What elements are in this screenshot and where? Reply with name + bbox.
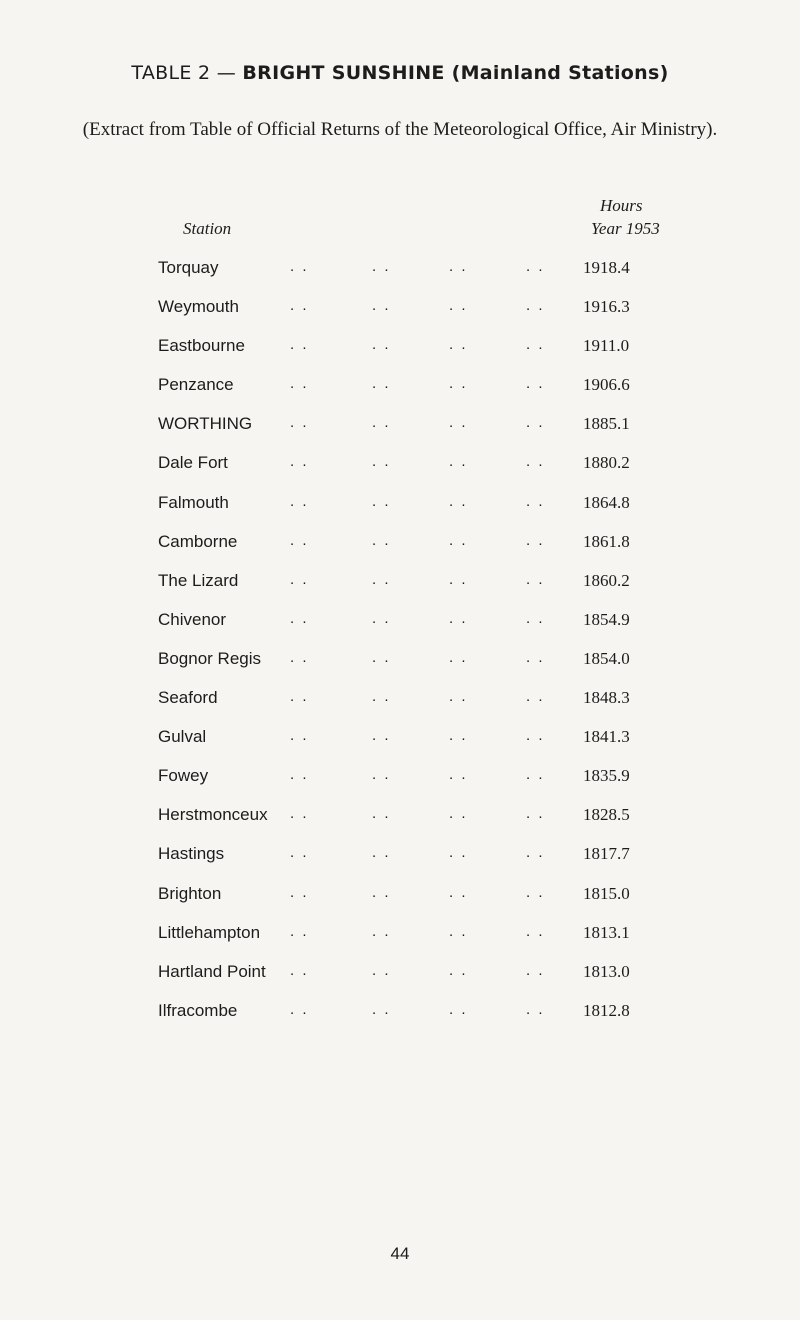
leader-dots: . .	[372, 414, 391, 432]
page-number: 44	[390, 1244, 410, 1263]
station-name: Torquay	[158, 258, 219, 277]
leader-dots: . .	[526, 258, 545, 275]
table-row	[0, 688, 800, 727]
station-name: Littlehampton	[158, 922, 261, 942]
station-name: Hartland Point	[158, 961, 266, 981]
sunshine-hours-value: 1885.1	[583, 414, 630, 434]
leader-dots: . .	[372, 961, 391, 979]
leader-dots: . .	[290, 492, 309, 510]
leader-dots: . .	[290, 688, 309, 706]
table-row	[0, 1001, 800, 1040]
leader-dots: . .	[290, 609, 309, 627]
leader-dots: . .	[449, 883, 468, 901]
leader-dots: . .	[449, 688, 468, 706]
sunshine-hours-value: 1813.0	[583, 961, 630, 981]
station-name: Dale Fort	[158, 453, 228, 473]
table-title-prefix: TABLE 2 —	[131, 62, 243, 84]
station-name: Ilfracombe	[158, 1000, 238, 1020]
sunshine-hours-value: 1861.8	[583, 531, 630, 551]
leader-dots: . .	[290, 297, 309, 315]
station-name: Bognor Regis	[158, 648, 262, 668]
leader-dots: . .	[290, 844, 309, 862]
table-row	[0, 766, 800, 805]
leader-dots: . .	[449, 297, 468, 315]
table-row	[0, 297, 800, 336]
table-title	[0, 62, 800, 84]
leader-dots: . .	[526, 727, 545, 745]
table-row	[0, 493, 800, 532]
leader-dots: . .	[372, 258, 391, 275]
sunshine-hours-value: 1860.2	[583, 570, 630, 590]
leader-dots: . .	[372, 648, 391, 666]
leader-dots: . .	[449, 648, 468, 666]
leader-dots: . .	[526, 492, 545, 510]
sunshine-table	[0, 258, 800, 1040]
sunshine-hours-value: 1828.5	[583, 805, 630, 825]
leader-dots: . .	[526, 297, 545, 315]
leader-dots: . .	[449, 336, 468, 354]
table-row	[0, 571, 800, 610]
leader-dots: . .	[526, 883, 545, 901]
sunshine-hours-value: 1911.0	[583, 336, 630, 356]
table-row	[0, 727, 800, 766]
leader-dots: . .	[449, 453, 468, 471]
table-row	[0, 532, 800, 571]
leader-dots: . .	[372, 727, 391, 745]
leader-dots: . .	[290, 805, 309, 823]
leader-dots: . .	[290, 1000, 309, 1018]
table-title-bold: BRIGHT SUNSHINE (Mainland Stations)	[242, 62, 669, 84]
leader-dots: . .	[290, 766, 309, 784]
leader-dots: . .	[526, 375, 545, 393]
leader-dots: . .	[372, 1000, 391, 1018]
sunshine-hours-value: 1916.3	[583, 297, 630, 317]
leader-dots: . .	[526, 648, 545, 666]
sunshine-hours-value: 1813.1	[583, 922, 630, 942]
leader-dots: . .	[372, 492, 391, 510]
table-row	[0, 923, 800, 962]
station-name: Chivenor	[158, 609, 227, 629]
leader-dots: . .	[290, 961, 309, 979]
table-row	[0, 805, 800, 844]
column-header-year: Year 1953	[591, 219, 660, 238]
leader-dots: . .	[526, 1000, 545, 1018]
table-row	[0, 336, 800, 375]
sunshine-hours-value: 1812.8	[583, 1000, 630, 1020]
leader-dots: . .	[526, 688, 545, 706]
leader-dots: . .	[526, 766, 545, 784]
leader-dots: . .	[526, 961, 545, 979]
leader-dots: . .	[372, 570, 391, 588]
table-row	[0, 258, 800, 297]
station-name: The Lizard	[158, 570, 239, 590]
leader-dots: . .	[449, 258, 468, 275]
leader-dots: . .	[526, 414, 545, 432]
station-name: Brighton	[158, 883, 222, 903]
leader-dots: . .	[526, 805, 545, 823]
station-name: Fowey	[158, 766, 209, 786]
leader-dots: . .	[449, 766, 468, 784]
table-row	[0, 610, 800, 649]
column-header-hours: Hours	[600, 196, 643, 215]
leader-dots: . .	[372, 609, 391, 627]
station-name: Falmouth	[158, 492, 229, 512]
leader-dots: . .	[526, 922, 545, 940]
station-name: Eastbourne	[158, 336, 245, 356]
leader-dots: . .	[526, 570, 545, 588]
station-name: Gulval	[158, 727, 207, 747]
sunshine-hours-value: 1864.8	[583, 492, 630, 512]
leader-dots: . .	[372, 844, 391, 862]
leader-dots: . .	[372, 922, 391, 940]
station-name: Hastings	[158, 844, 225, 864]
column-header-station: Station	[183, 219, 232, 238]
leader-dots: . .	[449, 727, 468, 745]
leader-dots: . .	[449, 414, 468, 432]
leader-dots: . .	[449, 1000, 468, 1018]
sunshine-hours-value: 1835.9	[583, 766, 630, 786]
leader-dots: . .	[290, 375, 309, 393]
station-name: Camborne	[158, 531, 238, 551]
leader-dots: . .	[372, 531, 391, 549]
station-name: WORTHING	[158, 414, 253, 434]
table-row	[0, 844, 800, 883]
leader-dots: . .	[526, 453, 545, 471]
table-row	[0, 962, 800, 1001]
leader-dots: . .	[449, 570, 468, 588]
leader-dots: . .	[290, 414, 309, 432]
table-row	[0, 375, 800, 414]
leader-dots: . .	[290, 336, 309, 354]
table-row	[0, 453, 800, 492]
leader-dots: . .	[526, 531, 545, 549]
leader-dots: . .	[449, 961, 468, 979]
leader-dots: . .	[449, 375, 468, 393]
table-row	[0, 884, 800, 923]
station-name: Penzance	[158, 375, 234, 395]
station-name: Seaford	[158, 688, 218, 708]
sunshine-hours-value: 1815.0	[583, 883, 630, 903]
sunshine-hours-value: 1918.4	[583, 258, 630, 277]
leader-dots: . .	[372, 297, 391, 315]
leader-dots: . .	[290, 922, 309, 940]
leader-dots: . .	[290, 531, 309, 549]
leader-dots: . .	[449, 805, 468, 823]
leader-dots: . .	[449, 922, 468, 940]
leader-dots: . .	[290, 258, 309, 275]
leader-dots: . .	[449, 844, 468, 862]
leader-dots: . .	[526, 609, 545, 627]
sunshine-hours-value: 1841.3	[583, 727, 630, 747]
leader-dots: . .	[372, 453, 391, 471]
leader-dots: . .	[526, 844, 545, 862]
leader-dots: . .	[449, 609, 468, 627]
sunshine-hours-value: 1817.7	[583, 844, 630, 864]
table-subtitle: (Extract from Table of Official Returns of the Meteorological Office, Air Ministry).	[82, 119, 718, 140]
leader-dots: . .	[372, 336, 391, 354]
sunshine-hours-value: 1854.9	[583, 609, 630, 629]
leader-dots: . .	[290, 727, 309, 745]
leader-dots: . .	[372, 375, 391, 393]
sunshine-hours-value: 1848.3	[583, 688, 630, 708]
leader-dots: . .	[526, 336, 545, 354]
sunshine-hours-value: 1880.2	[583, 453, 630, 473]
leader-dots: . .	[290, 883, 309, 901]
sunshine-hours-value: 1906.6	[583, 375, 630, 395]
leader-dots: . .	[372, 883, 391, 901]
leader-dots: . .	[372, 805, 391, 823]
station-name: Weymouth	[158, 297, 239, 317]
leader-dots: . .	[290, 648, 309, 666]
leader-dots: . .	[290, 570, 309, 588]
table-row	[0, 649, 800, 688]
leader-dots: . .	[372, 688, 391, 706]
leader-dots: . .	[449, 492, 468, 510]
table-row	[0, 414, 800, 453]
leader-dots: . .	[290, 453, 309, 471]
leader-dots: . .	[449, 531, 468, 549]
leader-dots: . .	[372, 766, 391, 784]
sunshine-hours-value: 1854.0	[583, 648, 630, 668]
station-name: Herstmonceux	[158, 805, 268, 825]
